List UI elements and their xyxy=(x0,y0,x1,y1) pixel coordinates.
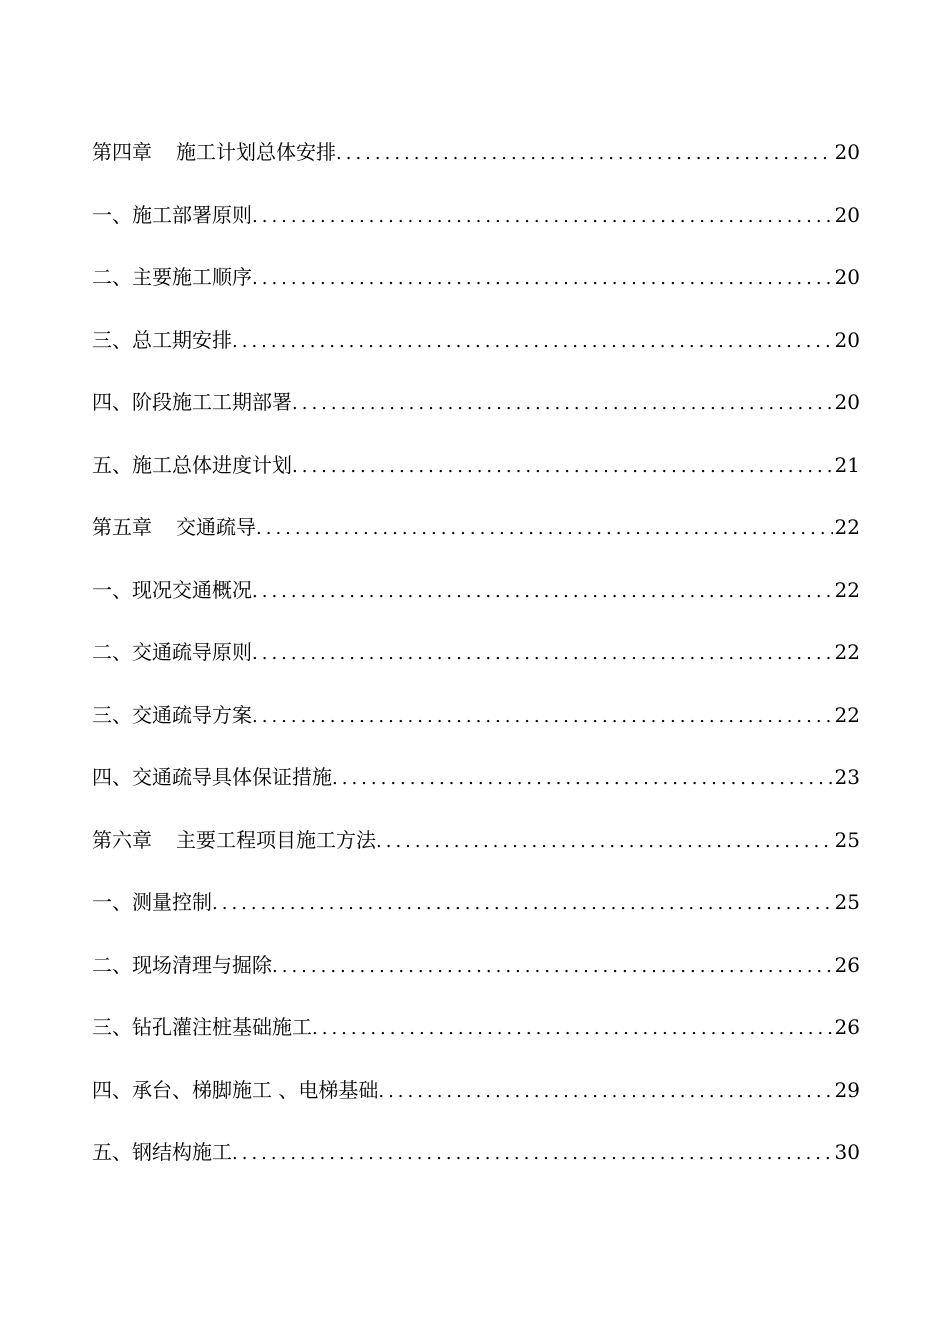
toc-page-number: 26 xyxy=(834,1015,860,1039)
toc-section-entry[interactable] xyxy=(92,871,860,934)
toc-entry-title xyxy=(92,121,336,184)
toc-entry-text: 五、施工总体进度计划 xyxy=(92,452,292,477)
toc-entry-title xyxy=(92,371,292,434)
toc-dot-leader xyxy=(378,1061,832,1124)
toc-entry-text: 三、交通疏导方案 xyxy=(92,702,252,727)
toc-entry-text: 五、钢结构施工 xyxy=(92,1140,232,1164)
toc-section-entry[interactable] xyxy=(92,184,860,247)
toc-section-entry[interactable] xyxy=(92,246,860,309)
toc-dot-leader xyxy=(312,998,833,1061)
toc-dot-leader xyxy=(336,123,833,186)
toc-entry-text: 一、测量控制 xyxy=(92,890,212,914)
toc-page-number: 20 xyxy=(834,327,860,352)
toc-page-number: 22 xyxy=(834,577,860,602)
toc-page-number: 21 xyxy=(834,452,860,477)
toc-page-number: 20 xyxy=(834,202,860,227)
toc-page-number: 20 xyxy=(834,390,860,414)
toc-entry-text: 三、钻孔灌注桩基础施工 xyxy=(92,1015,312,1039)
toc-entry-text: 施工计划总体安排 xyxy=(176,140,336,164)
toc-section-entry[interactable] xyxy=(92,309,860,372)
toc-page-number: 22 xyxy=(834,640,860,664)
toc-chapter-entry[interactable] xyxy=(92,496,860,559)
toc-section-entry[interactable] xyxy=(92,371,860,434)
toc-entry-text: 四、交通疏导具体保证措施 xyxy=(92,765,332,789)
toc-page-number: 26 xyxy=(834,952,860,977)
toc-section-entry[interactable] xyxy=(92,559,860,622)
toc-entry-title xyxy=(92,996,312,1059)
toc-entry-title xyxy=(92,1121,232,1184)
toc-entry-title xyxy=(92,184,252,247)
toc-entry-title xyxy=(92,871,212,934)
table-of-contents xyxy=(92,121,860,1184)
toc-entry-text: 一、施工部署原则 xyxy=(92,202,252,227)
toc-entry-text: 二、现场清理与掘除 xyxy=(92,952,272,977)
toc-dot-leader xyxy=(232,1123,833,1186)
toc-dot-leader xyxy=(252,561,833,624)
toc-entry-title xyxy=(92,621,252,684)
toc-dot-leader xyxy=(256,498,833,561)
toc-section-entry[interactable] xyxy=(92,1059,860,1122)
toc-page-number: 20 xyxy=(834,140,860,164)
toc-entry-text: 一、现况交通概况 xyxy=(92,577,252,602)
toc-page-number: 25 xyxy=(834,827,860,852)
toc-entry-title xyxy=(92,246,252,309)
toc-page-number: 20 xyxy=(834,265,860,289)
toc-entry-title xyxy=(92,309,232,372)
toc-dot-leader xyxy=(376,811,833,874)
toc-entry-title xyxy=(92,684,252,747)
toc-page-number: 23 xyxy=(834,765,860,789)
toc-dot-leader xyxy=(272,936,833,999)
toc-page-number: 30 xyxy=(834,1140,860,1164)
toc-page-number: 29 xyxy=(834,1077,860,1102)
toc-dot-leader xyxy=(212,873,833,936)
toc-entry-title xyxy=(92,496,256,559)
toc-entry-title xyxy=(92,434,292,497)
toc-dot-leader xyxy=(252,686,833,749)
toc-page-number: 22 xyxy=(834,702,860,727)
toc-dot-leader xyxy=(252,248,833,311)
toc-chapter-number: 第四章 xyxy=(92,140,152,164)
toc-section-entry[interactable] xyxy=(92,746,860,809)
toc-dot-leader xyxy=(292,436,833,499)
toc-dot-leader xyxy=(292,373,833,436)
toc-chapter-entry[interactable] xyxy=(92,809,860,872)
toc-section-entry[interactable] xyxy=(92,1121,860,1184)
toc-entry-title xyxy=(92,559,252,622)
toc-section-entry[interactable] xyxy=(92,996,860,1059)
toc-dot-leader xyxy=(232,311,833,374)
toc-entry-text: 四、阶段施工工期部署 xyxy=(92,390,292,414)
toc-section-entry[interactable] xyxy=(92,934,860,997)
toc-entry-text: 三、总工期安排 xyxy=(92,327,232,352)
toc-chapter-number: 第五章 xyxy=(92,515,152,539)
toc-dot-leader xyxy=(252,186,833,249)
toc-entry-title xyxy=(92,934,272,997)
toc-section-entry[interactable] xyxy=(92,621,860,684)
toc-dot-leader xyxy=(252,623,833,686)
toc-entry-text: 二、主要施工顺序 xyxy=(92,265,252,289)
toc-entry-title xyxy=(92,746,332,809)
toc-entry-text: 二、交通疏导原则 xyxy=(92,640,252,664)
toc-page-number: 25 xyxy=(834,890,860,914)
toc-chapter-number: 第六章 xyxy=(92,827,152,852)
toc-entry-text: 主要工程项目施工方法 xyxy=(176,827,376,852)
toc-entry-title xyxy=(92,1059,378,1122)
toc-page-number: 22 xyxy=(834,515,860,539)
toc-entry-text: 四、承台、梯脚施工 、电梯基础 xyxy=(92,1077,379,1102)
toc-section-entry[interactable] xyxy=(92,684,860,747)
toc-entry-title xyxy=(92,809,376,872)
toc-entry-text: 交通疏导 xyxy=(176,515,256,539)
toc-chapter-entry[interactable] xyxy=(92,121,860,184)
toc-section-entry[interactable] xyxy=(92,434,860,497)
toc-dot-leader xyxy=(332,748,833,811)
